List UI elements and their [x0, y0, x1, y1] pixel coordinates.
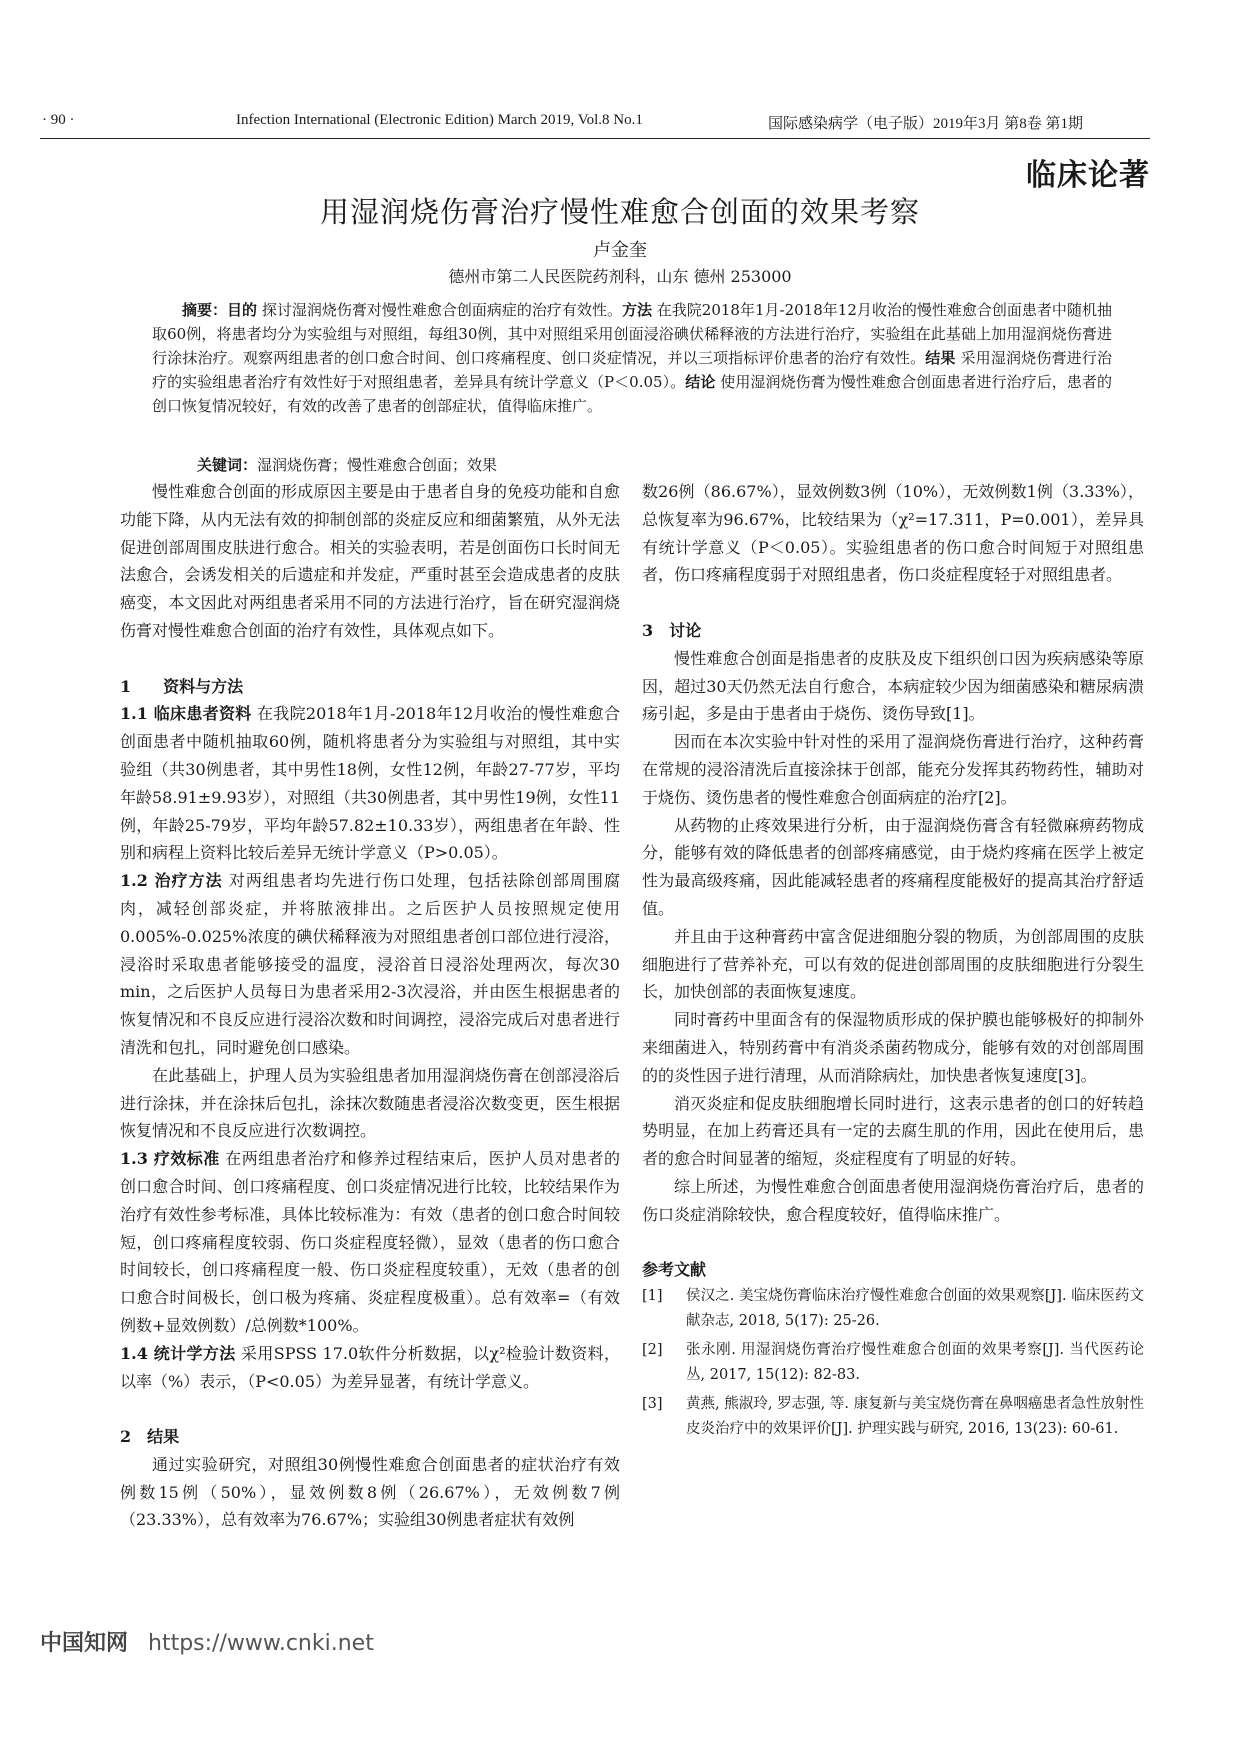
- abstract: [152, 298, 1112, 418]
- reference-item: [642, 1284, 1144, 1334]
- keywords-text: 湿润烧伤膏；慢性难愈合创面；效果: [257, 456, 498, 474]
- discussion-paragraph-7: 综上所述，为慢性难愈合创面患者使用湿润烧伤膏治疗后，患者的伤口炎症消除较快，愈合程度较好，值得临床推广。: [642, 1176, 1144, 1224]
- results-label: 结果: [925, 349, 956, 367]
- section-1-3: [120, 1145, 620, 1340]
- author: 卢金奎: [593, 240, 647, 261]
- section-2-continued: 数26例（86.67%），显效例数3例（10%），无效例数1例（3.33%），总恢复率为96.67%，比较结果为（χ²=17.311，P=0.001），差异具有统计学意义（P＜0.05）。实验组患者的伤口愈合时间短于对照组患者，伤口疼痛程度弱于对照组患者，伤口炎症程度轻于对照组患者。: [642, 482, 1144, 585]
- abstract-label: 摘要：: [182, 301, 228, 319]
- conclusion-text: 使用湿润烧伤膏为慢性难愈合创面患者进行治疗后，患者的创口恢复情况较好，有效的改善了患者的创部症状，值得临床推广。: [152, 373, 1112, 415]
- section-2-paragraph: 通过实验研究，对照组30例慢性难愈合创面患者的症状治疗有效例数15例（50%），显效例数8例（26.67%），无效例数7例（23.33%），总有效率为76.67%；实验组30例患者症状有效例: [120, 1454, 620, 1530]
- footer-watermark: [40, 1626, 374, 1657]
- journal-name-en: Infection International (Electronic Edition) March 2019, Vol.8 No.1: [236, 112, 643, 128]
- reference-text: 侯汉之. 美宝烧伤膏临床治疗慢性难愈合创面的效果观察[J]. 临床医药文献杂志, 2018, 5(17): 25-26.: [686, 1288, 1144, 1330]
- reference-number: [3]: [642, 1396, 663, 1413]
- discussion-paragraph-5: 同时膏药中里面含有的保湿物质形成的保护膜也能够极好的抑制外来细菌进入，特别药膏中有消炎杀菌药物成分，能够有效的对创部周围的的炎性因子进行清理，从而消除病灶，加快患者恢复速度[3]。: [642, 1010, 1144, 1085]
- section-1-3-text: 在两组患者治疗和修养过程结束后，医护人员对患者的创口愈合时间、创口疼痛程度、创口炎症情况进行比较，比较结果作为治疗有效性参考标准，具体比较标准为：有效（患者的创口愈合时间较短，创口疼痛程度较弱、伤口炎症程度轻微），显效（患者的伤口愈合时间较长，创口疼痛程度一般、伤口炎症程度较重），无效（患者的创口愈合时间极长，创口极为疼痛、炎症程度极重）。总有效率=（有效例数+显效例数）/总例数*100%。: [120, 1149, 620, 1335]
- reference-number: [2]: [642, 1342, 663, 1359]
- intro-paragraph: 慢性难愈合创面的形成原因主要是由于患者自身的免疫功能和自愈功能下降，从内无法有效的抑制创部的炎症反应和细菌繁殖，从外无法促进创部周围皮肤进行愈合。相关的实验表明，若是创面伤口长时间无法愈合，会诱发相关的后遗症和并发症，严重时甚至会造成患者的皮肤癌变，本文因此对两组患者采用不同的方法进行治疗，旨在研究湿润烧伤膏对慢性难愈合创面的治疗有效性，具体观点如下。: [120, 482, 620, 640]
- reference-text: 张永刚. 用湿润烧伤膏治疗慢性难愈合创面的效果考察[J]. 当代医药论丛, 2017, 15(12): 82-83.: [686, 1342, 1144, 1384]
- section-1-2-label: 1.2 治疗方法: [120, 871, 223, 891]
- conclusion-label: 结论: [685, 373, 716, 391]
- article-title: 用湿润烧伤膏治疗慢性难愈合创面的效果考察: [319, 195, 920, 229]
- reference-text: 黄燕, 熊淑玲, 罗志强, 等. 康复新与美宝烧伤膏在鼻咽癌患者急性放射性皮炎治疗中的效果评价[J]. 护理实践与研究, 2016, 13(23): 60-61.: [686, 1396, 1144, 1438]
- section-1-1: [120, 700, 620, 867]
- discussion-paragraph-6: 消灭炎症和促皮肤细胞增长同时进行，这表示患者的创口的好转趋势明显，在加上药膏还具有一定的去腐生肌的作用，因此在使用后，患者的愈合时间显著的缩短，炎症程度有了明显的好转。: [642, 1093, 1144, 1169]
- left-column: [120, 478, 620, 1534]
- methods-text: 在我院2018年1月-2018年12月收治的慢性难愈合创面患者中随机抽取60例，将患者均分为实验组与对照组，每组30例，其中对照组采用创面浸浴碘伏稀释液的方法进行治疗，实验组在此基础上加用湿润烧伤膏进行涂抹治疗。观察两组患者的创口愈合时间、创口疼痛程度、创口炎症情况，并以三项指标评价患者的治疗有效性。: [152, 301, 1112, 367]
- footer-brand: 中国知网: [40, 1631, 129, 1656]
- references-heading: 参考文献: [642, 1260, 707, 1280]
- objective-text: 探讨湿润烧伤膏对慢性难愈合创面病症的治疗有效性。: [261, 301, 622, 319]
- section-1-2: [120, 867, 620, 1062]
- reference-number: [1]: [642, 1288, 663, 1305]
- footer-url[interactable]: https://www.cnki.net: [148, 1631, 374, 1656]
- journal-name-cn: 国际感染病学（电子版）2019年3月 第8卷 第1期: [768, 116, 1084, 132]
- section-1-1-text: 在我院2018年1月-2018年12月收治的慢性难愈合创面患者中随机抽取60例，随机将患者分为实验组与对照组，其中实验组（共30例患者，其中男性18例，女性12例，年龄27-77岁，平均年龄58.91±9.93岁），对照组（共30例患者，其中男性19例，女性11例，年龄25-79岁，平均年龄57.82±10.33岁），两组患者在年龄、性别和病程上资料比较后差异无统计学意义（P>0.05）。: [120, 704, 620, 863]
- section-title: 临床论著: [1026, 158, 1150, 193]
- objective-label: 目的: [227, 301, 258, 319]
- discussion-paragraph-1: 慢性难愈合创面是指患者的皮肤及皮下组织创口因为疾病感染等原因，超过30天仍然无法自行愈合，本病症较少因为细菌感染和糖尿病溃疡引起，多是由于患者由于烧伤、烫伤导致[1]。: [642, 648, 1144, 724]
- section-1-2-text: 对两组患者均先进行伤口处理，包括祛除创部周围腐肉，减轻创部炎症，并将脓液排出。之后医护人员按照规定使用0.005%-0.025%浓度的碘伏稀释液为对照组患者创口部位进行浸浴，浸浴时采取患者能够接受的温度，浸浴首日浸浴处理两次，每次30 min，之后医护人员每日为患者采用2-3次浸浴，并由医生根据患者的恢复情况和不良反应进行浸浴次数和时间调控，浸浴完成后对患者进行清洗和包扎，同时避免创口感染。: [120, 871, 620, 1057]
- discussion-paragraph-2: 因而在本次实验中针对性的采用了湿润烧伤膏进行治疗，这种药膏在常规的浸浴清洗后直接涂抹于创部，能充分发挥其药物药性，辅助对于烧伤、烫伤患者的慢性难愈合创面病症的治疗[2]。: [642, 732, 1144, 807]
- section-1-4: [120, 1340, 620, 1396]
- reference-item: [642, 1338, 1144, 1388]
- section-1-1-label: 1.1 临床患者资料: [120, 704, 252, 724]
- page-number: · 90 ·: [42, 112, 75, 128]
- section-1-4-label: 1.4 统计学方法: [120, 1343, 236, 1363]
- keywords: [197, 454, 497, 475]
- section-1-4-text: 采用SPSS 17.0软件分析数据，以χ²检验计数资料，以率（%）表示，（P<0.05）为差异显著，有统计学意义。: [120, 1343, 620, 1391]
- keywords-label: 关键词：: [197, 456, 258, 474]
- results-text: 采用湿润烧伤膏进行治疗的实验组患者治疗有效性好于对照组患者，差异具有统计学意义（P＜0.05）。: [152, 349, 1112, 391]
- section-1-3-label: 1.3 疗效标准: [120, 1149, 220, 1169]
- affiliation: 德州市第二人民医院药剂科，山东 德州 253000: [448, 267, 792, 286]
- discussion-paragraph-4: 并且由于这种膏药中富含促进细胞分裂的物质，为创部周围的皮肤细胞进行了营养补充，可以有效的促进创部周围的皮肤细胞进行分裂生长，加快创部的表面恢复速度。: [642, 926, 1144, 1002]
- section-1-2-paragraph-2: 在此基础上，护理人员为实验组患者加用湿润烧伤膏在创部浸浴后进行涂抹，并在涂抹后包扎，涂抹次数随患者浸浴次数变更，医生根据恢复情况和不良反应进行次数调控。: [120, 1065, 620, 1141]
- discussion-paragraph-3: 从药物的止疼效果进行分析，由于湿润烧伤膏含有轻微麻痹药物成分，能够有效的降低患者的创部疼痛感觉，由于烧灼疼痛在医学上被定性为最高级疼痛，因此能减轻患者的疼痛程度能极好的提高其治疗舒适值。: [642, 815, 1144, 918]
- methods-label: 方法: [621, 301, 652, 319]
- section-3-heading: 3 讨论: [642, 620, 702, 640]
- reference-item: [642, 1392, 1144, 1442]
- right-column: [642, 478, 1144, 1446]
- section-2-heading: 2 结果: [120, 1427, 180, 1447]
- header-rule: [40, 138, 1150, 139]
- section-1-heading: 1 资料与方法: [120, 676, 244, 696]
